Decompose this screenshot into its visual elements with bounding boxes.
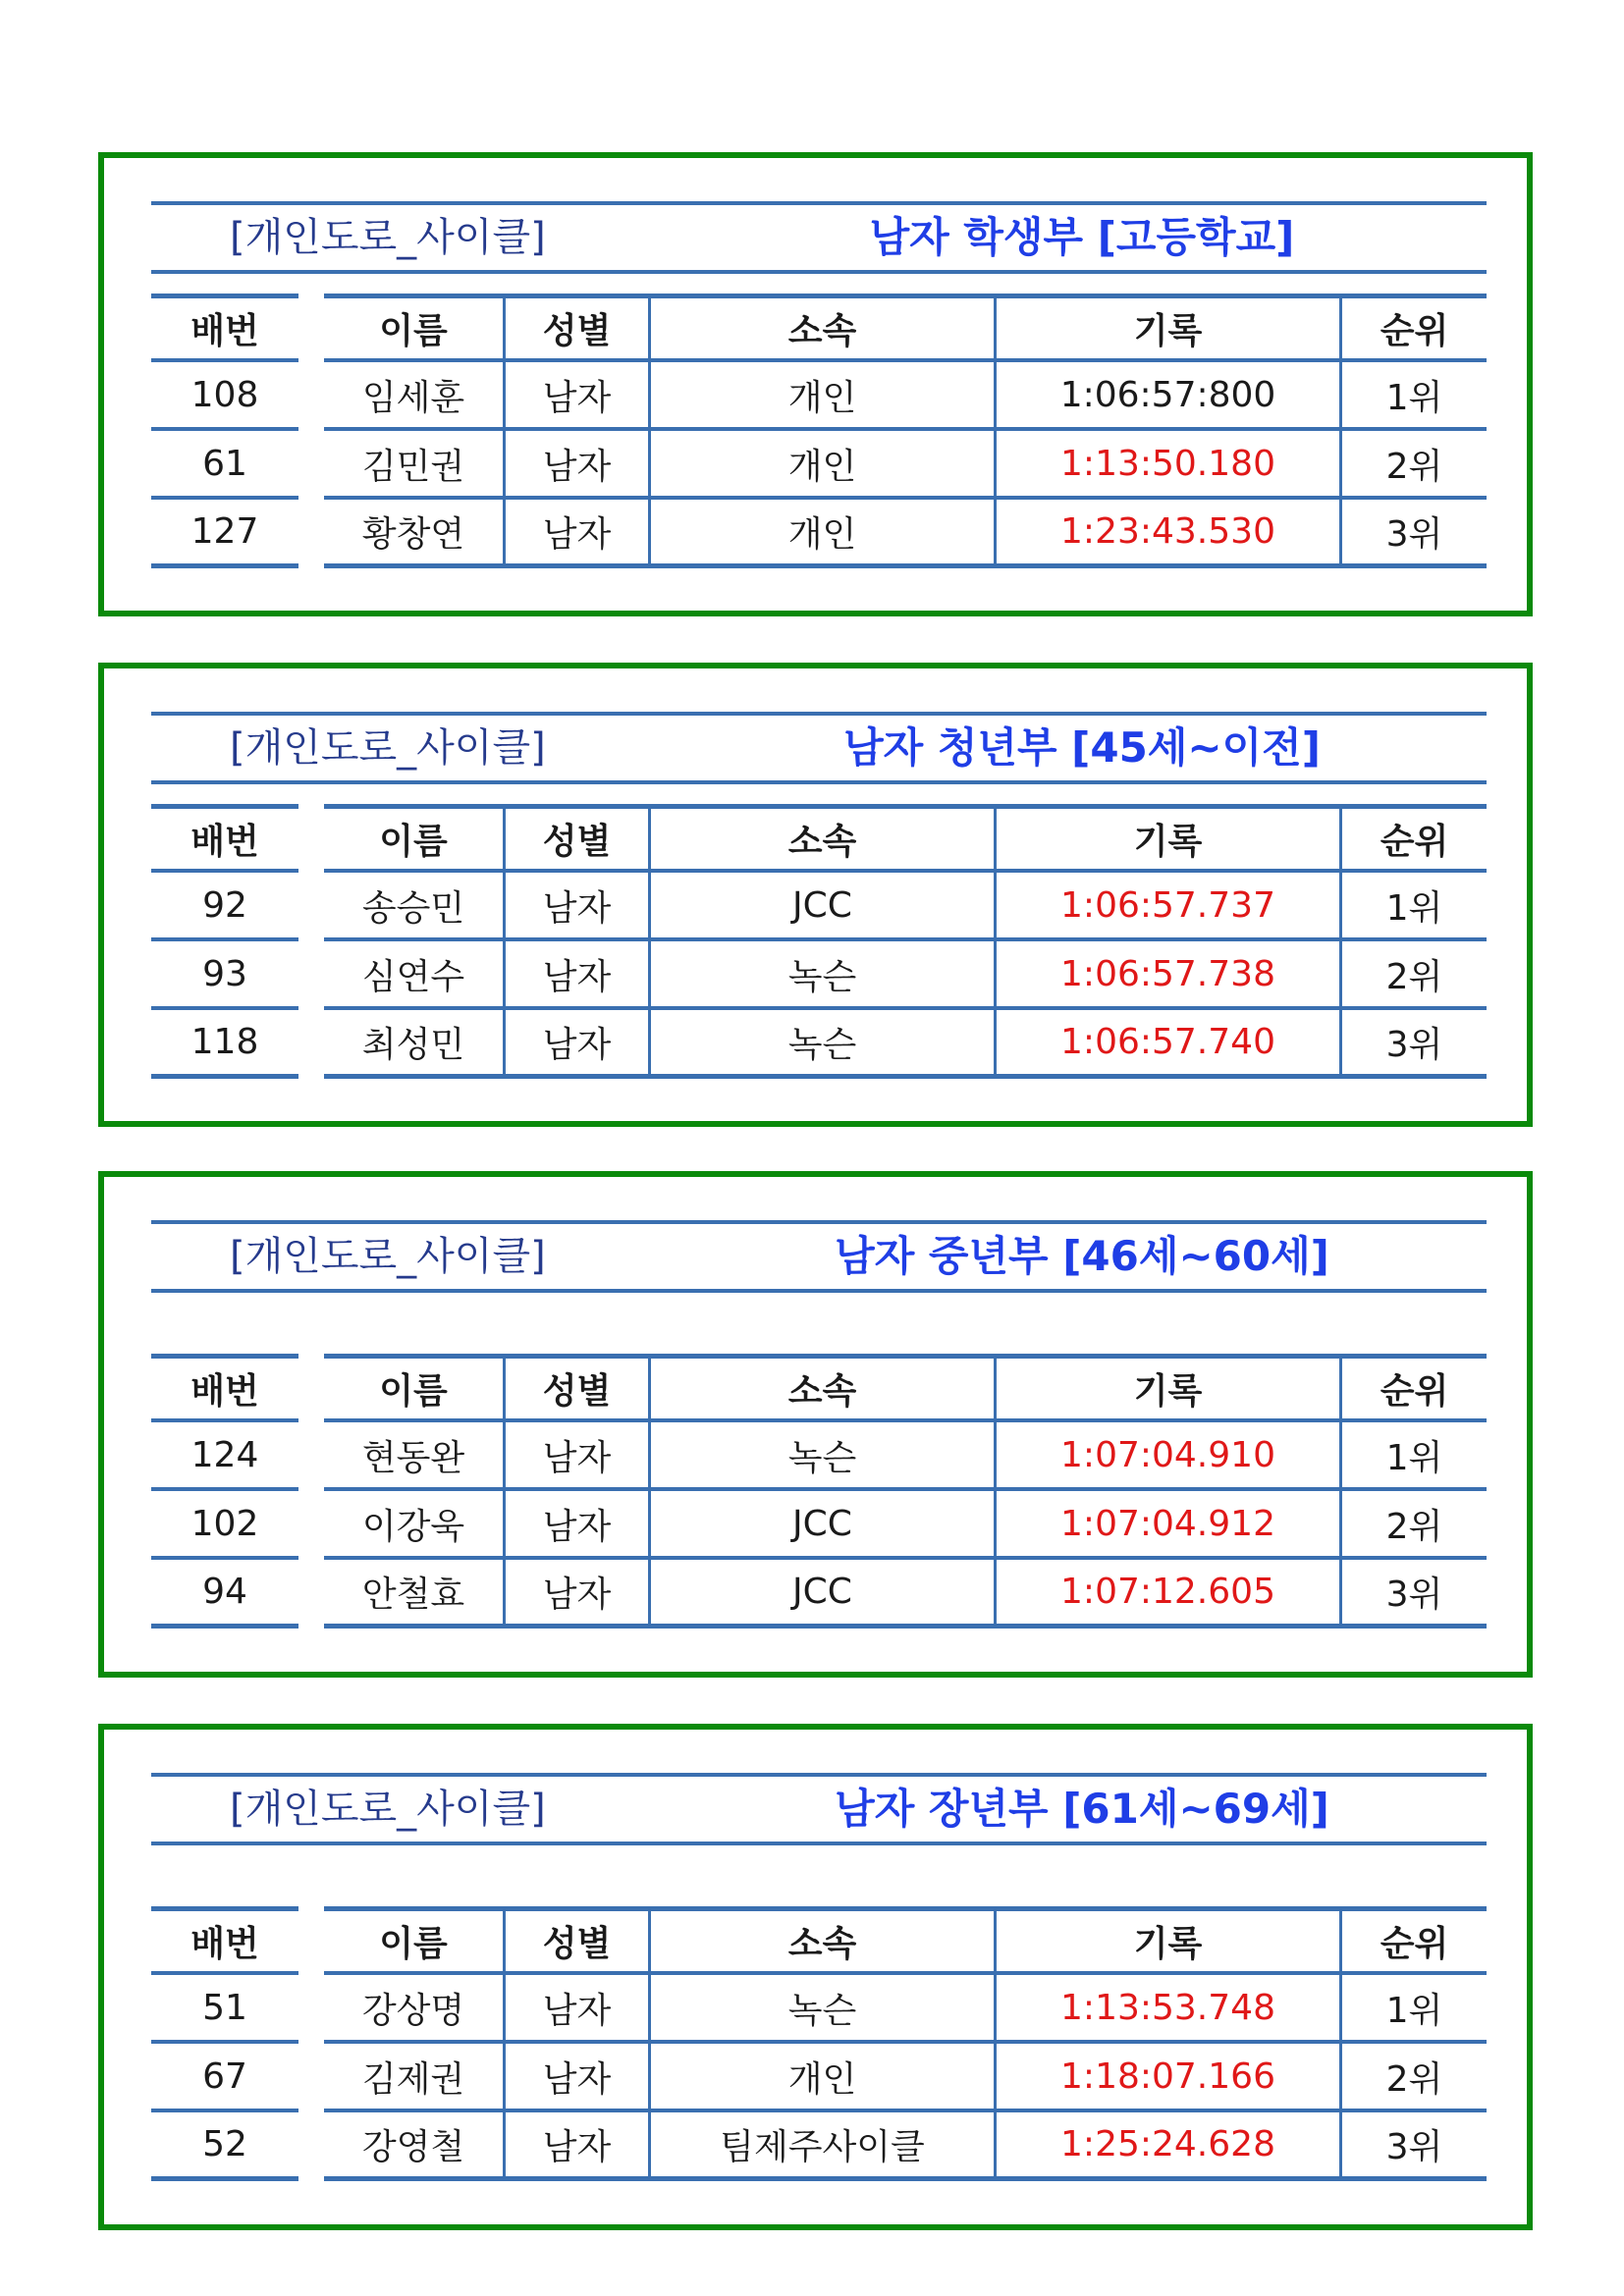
rank-cell: 1위 bbox=[1339, 362, 1487, 431]
table-row bbox=[151, 1491, 1487, 1560]
table-row bbox=[151, 362, 1487, 431]
gender-cell: 남자 bbox=[503, 941, 648, 1010]
team-cell: JCC bbox=[648, 873, 994, 941]
category-label: [개인도로_사이클] bbox=[230, 215, 546, 260]
record-cell: 1:06:57.738 bbox=[994, 941, 1339, 1010]
rank-cell: 2위 bbox=[1339, 1491, 1487, 1560]
gender-cell: 남자 bbox=[503, 1422, 648, 1491]
division-title: 남자 중년부 [46세~60세] bbox=[835, 1232, 1329, 1280]
header-row bbox=[151, 294, 1487, 362]
gender-cell: 남자 bbox=[503, 2112, 648, 2181]
gender-cell: 남자 bbox=[503, 1560, 648, 1629]
record-cell: 1:13:53.748 bbox=[994, 1975, 1339, 2044]
name-cell: 현동완 bbox=[324, 1422, 503, 1491]
table-row bbox=[151, 2044, 1487, 2112]
results-table bbox=[151, 804, 1487, 1079]
result-panel-1 bbox=[98, 152, 1533, 616]
table-row bbox=[151, 941, 1487, 1010]
table-row bbox=[151, 500, 1487, 568]
panel-title-bar bbox=[151, 201, 1487, 274]
team-cell: 녹슨 bbox=[648, 1422, 994, 1491]
col-header-team: 소속 bbox=[648, 294, 994, 362]
header-row bbox=[151, 804, 1487, 873]
record-cell: 1:07:12.605 bbox=[994, 1560, 1339, 1629]
team-cell: 개인 bbox=[648, 362, 994, 431]
panel-title-bar bbox=[151, 1220, 1487, 1293]
col-header-rank: 순위 bbox=[1339, 1906, 1487, 1975]
name-cell: 김민권 bbox=[324, 431, 503, 500]
name-cell: 이강욱 bbox=[324, 1491, 503, 1560]
name-cell: 황창연 bbox=[324, 500, 503, 568]
results-table bbox=[151, 294, 1487, 568]
bib-cell: 61 bbox=[151, 431, 298, 500]
results-table bbox=[151, 1354, 1487, 1629]
table-row bbox=[151, 1422, 1487, 1491]
name-cell: 심연수 bbox=[324, 941, 503, 1010]
rank-cell: 3위 bbox=[1339, 2112, 1487, 2181]
rank-cell: 3위 bbox=[1339, 1010, 1487, 1079]
name-cell: 최성민 bbox=[324, 1010, 503, 1079]
record-cell: 1:07:04.910 bbox=[994, 1422, 1339, 1491]
col-header-record: 기록 bbox=[994, 294, 1339, 362]
table-row bbox=[151, 1975, 1487, 2044]
gender-cell: 남자 bbox=[503, 431, 648, 500]
gender-cell: 남자 bbox=[503, 2044, 648, 2112]
record-cell: 1:18:07.166 bbox=[994, 2044, 1339, 2112]
col-header-team: 소속 bbox=[648, 1906, 994, 1975]
col-header-gender: 성별 bbox=[503, 804, 648, 873]
category-label: [개인도로_사이클] bbox=[230, 1234, 546, 1279]
header-row bbox=[151, 1354, 1487, 1422]
results-table bbox=[151, 1906, 1487, 2181]
table-row bbox=[151, 2112, 1487, 2181]
team-cell: 개인 bbox=[648, 2044, 994, 2112]
table-row bbox=[151, 1010, 1487, 1079]
col-header-bib: 배번 bbox=[151, 804, 298, 873]
gender-cell: 남자 bbox=[503, 873, 648, 941]
record-cell: 1:23:43.530 bbox=[994, 500, 1339, 568]
team-cell: JCC bbox=[648, 1491, 994, 1560]
team-cell: 개인 bbox=[648, 500, 994, 568]
result-panel-2 bbox=[98, 663, 1533, 1127]
rank-cell: 2위 bbox=[1339, 2044, 1487, 2112]
result-panel-3 bbox=[98, 1171, 1533, 1678]
bib-cell: 93 bbox=[151, 941, 298, 1010]
name-cell: 안철효 bbox=[324, 1560, 503, 1629]
rank-cell: 1위 bbox=[1339, 1975, 1487, 2044]
gender-cell: 남자 bbox=[503, 1491, 648, 1560]
category-label: [개인도로_사이클] bbox=[230, 1787, 546, 1832]
col-header-record: 기록 bbox=[994, 1906, 1339, 1975]
name-cell: 송승민 bbox=[324, 873, 503, 941]
bib-cell: 127 bbox=[151, 500, 298, 568]
name-cell: 강영철 bbox=[324, 2112, 503, 2181]
col-header-bib: 배번 bbox=[151, 1354, 298, 1422]
team-cell: 녹슨 bbox=[648, 1975, 994, 2044]
division-title: 남자 장년부 [61세~69세] bbox=[835, 1785, 1329, 1833]
col-header-bib: 배번 bbox=[151, 1906, 298, 1975]
team-cell: 팀제주사이클 bbox=[648, 2112, 994, 2181]
table-row bbox=[151, 873, 1487, 941]
bib-cell: 118 bbox=[151, 1010, 298, 1079]
col-header-name: 이름 bbox=[324, 1354, 503, 1422]
bib-cell: 67 bbox=[151, 2044, 298, 2112]
table-row bbox=[151, 1560, 1487, 1629]
record-cell: 1:06:57:800 bbox=[994, 362, 1339, 431]
col-header-gender: 성별 bbox=[503, 294, 648, 362]
col-header-rank: 순위 bbox=[1339, 804, 1487, 873]
bib-cell: 124 bbox=[151, 1422, 298, 1491]
name-cell: 임세훈 bbox=[324, 362, 503, 431]
col-header-record: 기록 bbox=[994, 1354, 1339, 1422]
result-panel-4 bbox=[98, 1724, 1533, 2230]
category-label: [개인도로_사이클] bbox=[230, 725, 546, 771]
col-header-gender: 성별 bbox=[503, 1906, 648, 1975]
col-header-record: 기록 bbox=[994, 804, 1339, 873]
team-cell: 개인 bbox=[648, 431, 994, 500]
header-row bbox=[151, 1906, 1487, 1975]
col-header-team: 소속 bbox=[648, 1354, 994, 1422]
name-cell: 김제권 bbox=[324, 2044, 503, 2112]
gender-cell: 남자 bbox=[503, 1010, 648, 1079]
col-header-name: 이름 bbox=[324, 804, 503, 873]
rank-cell: 3위 bbox=[1339, 1560, 1487, 1629]
rank-cell: 1위 bbox=[1339, 873, 1487, 941]
rank-cell: 2위 bbox=[1339, 431, 1487, 500]
bib-cell: 92 bbox=[151, 873, 298, 941]
bib-cell: 94 bbox=[151, 1560, 298, 1629]
bib-cell: 52 bbox=[151, 2112, 298, 2181]
division-title: 남자 학생부 [고등학교] bbox=[869, 213, 1295, 261]
col-header-team: 소속 bbox=[648, 804, 994, 873]
rank-cell: 2위 bbox=[1339, 941, 1487, 1010]
record-cell: 1:25:24.628 bbox=[994, 2112, 1339, 2181]
record-cell: 1:06:57.737 bbox=[994, 873, 1339, 941]
division-title: 남자 청년부 [45세~이전] bbox=[843, 723, 1321, 772]
gender-cell: 남자 bbox=[503, 1975, 648, 2044]
record-cell: 1:07:04.912 bbox=[994, 1491, 1339, 1560]
col-header-gender: 성별 bbox=[503, 1354, 648, 1422]
gender-cell: 남자 bbox=[503, 500, 648, 568]
col-header-name: 이름 bbox=[324, 1906, 503, 1975]
rank-cell: 3위 bbox=[1339, 500, 1487, 568]
rank-cell: 1위 bbox=[1339, 1422, 1487, 1491]
col-header-rank: 순위 bbox=[1339, 294, 1487, 362]
gender-cell: 남자 bbox=[503, 362, 648, 431]
panel-title-bar bbox=[151, 712, 1487, 784]
bib-cell: 102 bbox=[151, 1491, 298, 1560]
col-header-rank: 순위 bbox=[1339, 1354, 1487, 1422]
record-cell: 1:13:50.180 bbox=[994, 431, 1339, 500]
team-cell: JCC bbox=[648, 1560, 994, 1629]
bib-cell: 51 bbox=[151, 1975, 298, 2044]
bib-cell: 108 bbox=[151, 362, 298, 431]
name-cell: 강상명 bbox=[324, 1975, 503, 2044]
col-header-name: 이름 bbox=[324, 294, 503, 362]
team-cell: 녹슨 bbox=[648, 941, 994, 1010]
col-header-bib: 배번 bbox=[151, 294, 298, 362]
team-cell: 녹슨 bbox=[648, 1010, 994, 1079]
table-row bbox=[151, 431, 1487, 500]
panel-title-bar bbox=[151, 1773, 1487, 1845]
record-cell: 1:06:57.740 bbox=[994, 1010, 1339, 1079]
